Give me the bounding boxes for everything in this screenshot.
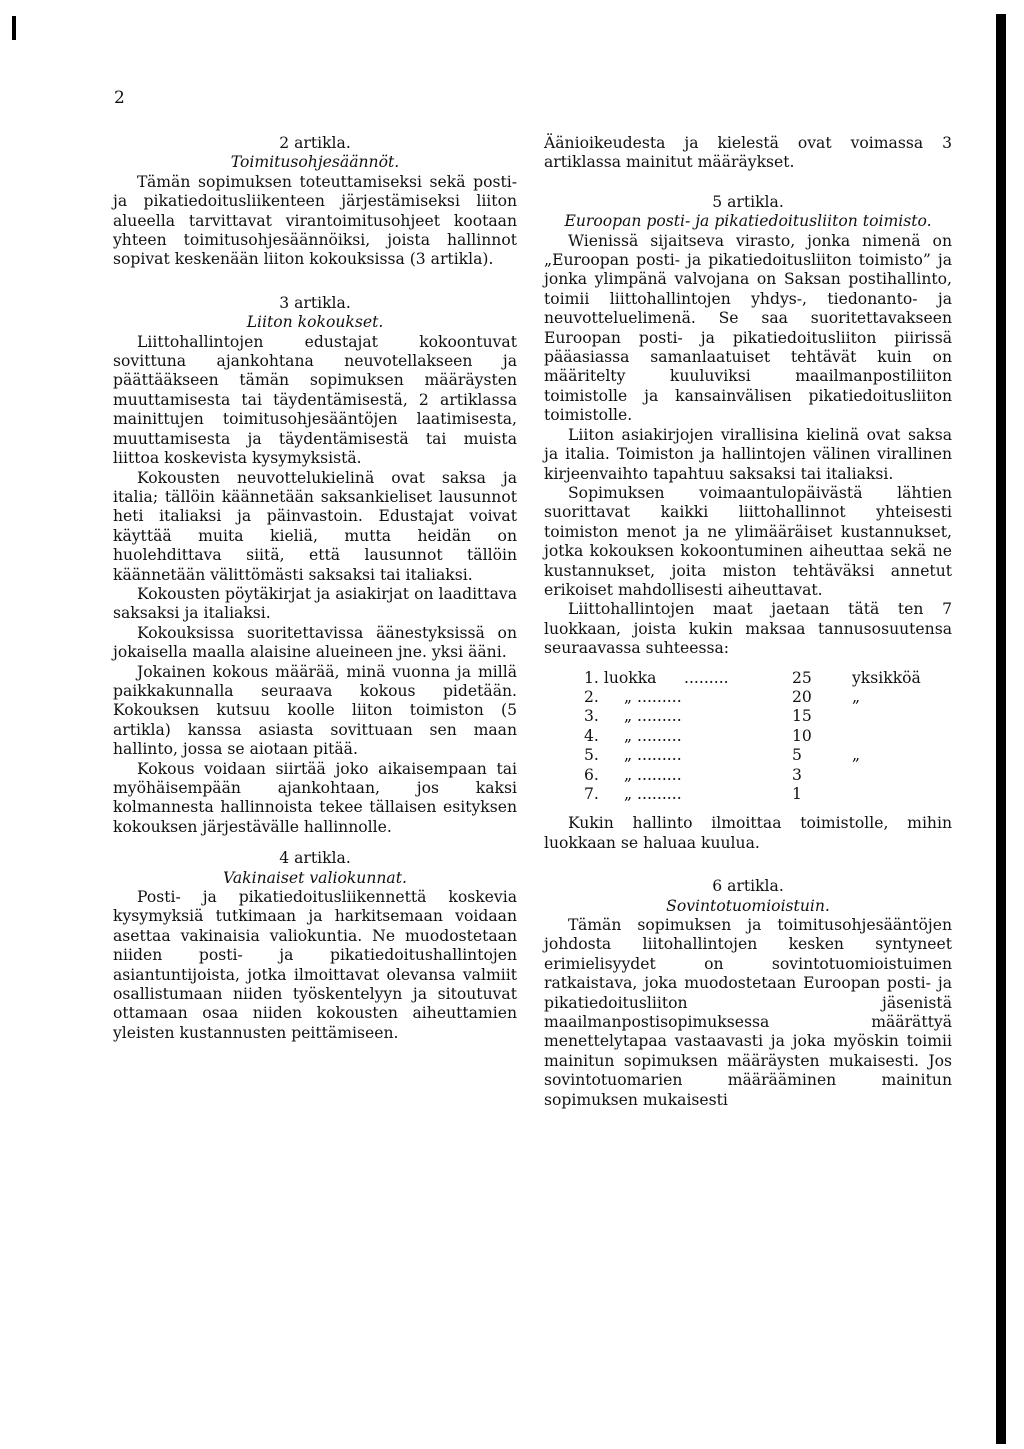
- class-units: 10: [792, 726, 812, 745]
- class-dots: „ .........: [624, 746, 682, 765]
- article-4-number: 4 artikla.: [279, 849, 351, 868]
- class-units: 20: [792, 687, 812, 706]
- table-row: [584, 669, 952, 688]
- article-3-title: Liiton kokoukset.: [246, 313, 384, 332]
- article-3-paragraph-1: Liittohallintojen edustajat kokoontuvat sovittuna ajankohtana neuvotellakseen ja päättääkseen tämän sopimuksen määräysten muuttamisesta tai täydentämisestä, 2 artiklassa mainittujen toimitusohjesääntöjen laatimisesta, muuttamisesta ja täydentämisestä tai muista liittoa koskevista kysymyksistä.: [113, 332, 517, 468]
- table-row: [584, 707, 952, 726]
- class-unit-label: „: [852, 746, 861, 765]
- class-dots: „ .........: [624, 726, 682, 745]
- article-3-number: 3 artikla.: [279, 293, 351, 312]
- table-row: [584, 766, 952, 785]
- class-number: 7.: [584, 785, 599, 803]
- scan-edge-mark: [12, 16, 16, 40]
- article-5-paragraph-2: Liiton asiakirjojen virallisina kielinä ovat saksa ja italia. Toimiston ja hallintojen välinen virallinen kirjeenvaihto tapahtuu saksaksi tai italiaksi.: [544, 425, 952, 483]
- table-row: [584, 746, 952, 765]
- article-5-paragraph-3: Sopimuksen voimaantulopäivästä lähtien suorittavat kaikki liittohallinnot yhteisesti toimiston menot ja ne ylimääräiset kustannukset, jotka kokouksen kokoontuminen aiheuttaa sekä ne kustannukset, joita miston tehtäväksi annetut erikoiset mahdollisesti aiheuttavat.: [544, 483, 952, 599]
- table-row: [584, 785, 952, 804]
- right-column: [544, 134, 952, 1110]
- class-dots: „ .........: [624, 707, 682, 726]
- table-row: [584, 727, 952, 746]
- voting-language-note: Äänioikeudesta ja kielestä ovat voimassa 3 artiklassa mainitut määräykset.: [544, 134, 952, 172]
- class-unit-label: yksikköä: [852, 668, 921, 687]
- class-units: 3: [792, 765, 802, 784]
- table-row: [584, 688, 952, 707]
- class-units: 1: [792, 785, 802, 803]
- article-3-paragraph-2: Kokousten neuvottelukielinä ovat saksa ja italia; tällöin käännetään saksankieliset lausunnot heti italiaksi ja päinvastoin. Edustajat voivat käyttää muita kieliä, mutta heidän on huolehdittava siitä, että lausunnot tällöin käännetään välittömästi saksaksi tai italiaksi.: [113, 468, 517, 584]
- article-4-title: Vakinaiset valiokunnat.: [223, 868, 407, 887]
- class-units: 15: [792, 707, 812, 726]
- class-contribution-table: [584, 669, 952, 805]
- article-5-paragraph-5: Kukin hallinto ilmoittaa toimistolle, mihin luokkaan se haluaa kuulua.: [544, 814, 952, 852]
- class-dots: „ .........: [624, 785, 682, 803]
- article-5-title: Euroopan posti- ja pikatiedoitusliiton toimisto.: [564, 212, 932, 231]
- article-5-paragraph-1: Wienissä sijaitseva virasto, jonka nimenä on „Euroopan posti- ja pikatiedoitusliiton toimisto” ja jonka ylimpänä valvojana on Saksan postihallinto, toimii liittohallintojen yhdys-, tiedonanto- ja neuvotteluelimenä. Se saa suoritettavakseen Euroopan posti- ja pikatiedoitusliiton piirissä pääasiassa samanlaatuiset tehtävät kuin on määritelty kuuluviksi maailmanpostiliiton toimistolle ja kansainvälisen pikatiedoitusliiton toimistolle.: [544, 231, 952, 425]
- article-6-title: Sovintotuomioistuin.: [666, 896, 830, 915]
- class-number: 3.: [584, 707, 599, 726]
- article-6-number: 6 artikla.: [712, 877, 784, 896]
- class-number: 4.: [584, 726, 599, 745]
- class-number: 5.: [584, 746, 599, 765]
- article-2-title: Toimitusohjesäännöt.: [230, 153, 400, 172]
- page-number: 2: [114, 88, 125, 108]
- class-number: 2.: [584, 687, 599, 706]
- class-units: 5: [792, 746, 802, 765]
- class-dots: .........: [684, 668, 729, 687]
- class-number: 1. luokka: [584, 668, 657, 687]
- article-4-paragraph: Posti- ja pikatiedoitusliikennettä koskevia kysymyksiä tutkimaan ja harkitsemaan voidaan asettaa vakinaisia valiokuntia. Ne muodostetaan niiden posti- ja pikatiedoitushallintojen asiantuntijoista, jotka ilmoittavat olevansa valmiit osallistumaan niiden työskentelyyn ja sitoutuvat ottamaan osaa niiden kokousten aiheuttamien yleisten kustannusten peittämiseen.: [113, 888, 517, 1042]
- class-dots: „ .........: [624, 765, 682, 784]
- class-unit-label: „: [852, 687, 861, 706]
- article-6-paragraph: Tämän sopimuksen ja toimitusohjesääntöjen johdosta liitohallintojen kesken syntyneet erimielisyydet on sovintotuomioistuimen ratkaistava, joka muodostetaan Euroopan posti- ja pikatiedoitusliiton jäsenistä maailmanpostisopimuksessa määrättyä menettelytapaa vastaavasti ja joka myöskin toimii mainitun sopimuksen määräysten mukaisesti. Jos sovintotuomarien määrääminen mainitun sopimuksen mukaisesti: [544, 916, 952, 1109]
- article-2-paragraph: Tämän sopimuksen toteuttamiseksi sekä posti- ja pikatiedoitusliikenteen järjestämiseksi liiton alueella tarvittavat virantoimitusohjeet kootaan yhteen toimitusohjesäännöiksi, joista hallinnot sopivat keskenään liiton kokouksissa (3 artikla).: [113, 172, 517, 269]
- article-5-number: 5 artikla.: [712, 192, 784, 211]
- class-units: 25: [792, 668, 812, 687]
- scan-edge-bar: [996, 14, 1006, 1444]
- class-dots: „ .........: [624, 687, 682, 706]
- article-3-paragraph-4: Kokouksissa suoritettavissa äänestyksissä on jokaisella maalla alaisine alueineen jne. yksi ääni.: [113, 623, 517, 662]
- article-3-paragraph-6: Kokous voidaan siirtää joko aikaisempaan tai myöhäisempään ajankohtaan, jos kaksi kolmannesta hallinnoista tekee tällaisen esityksen kokouksen järjestävälle hallinnolle.: [113, 759, 517, 836]
- article-2-number: 2 artikla.: [279, 134, 351, 152]
- left-column: [113, 134, 517, 1043]
- article-3-paragraph-3: Kokousten pöytäkirjat ja asiakirjat on laadittava saksaksi ja italiaksi.: [113, 584, 517, 623]
- class-number: 6.: [584, 765, 599, 784]
- article-5-paragraph-4: Liittohallintojen maat jaetaan tätä ten 7 luokkaan, joista kukin maksaa tannusosuutensa seuraavassa suhteessa:: [544, 600, 952, 658]
- article-3-paragraph-5: Jokainen kokous määrää, minä vuonna ja millä paikkakunnalla seuraava kokous pidetään. Kokouksen kutsuu koolle liiton toimiston (5 artikla) kanssa asiasta sovittuaan sen maan hallinto, jossa se aiotaan pitää.: [113, 662, 517, 759]
